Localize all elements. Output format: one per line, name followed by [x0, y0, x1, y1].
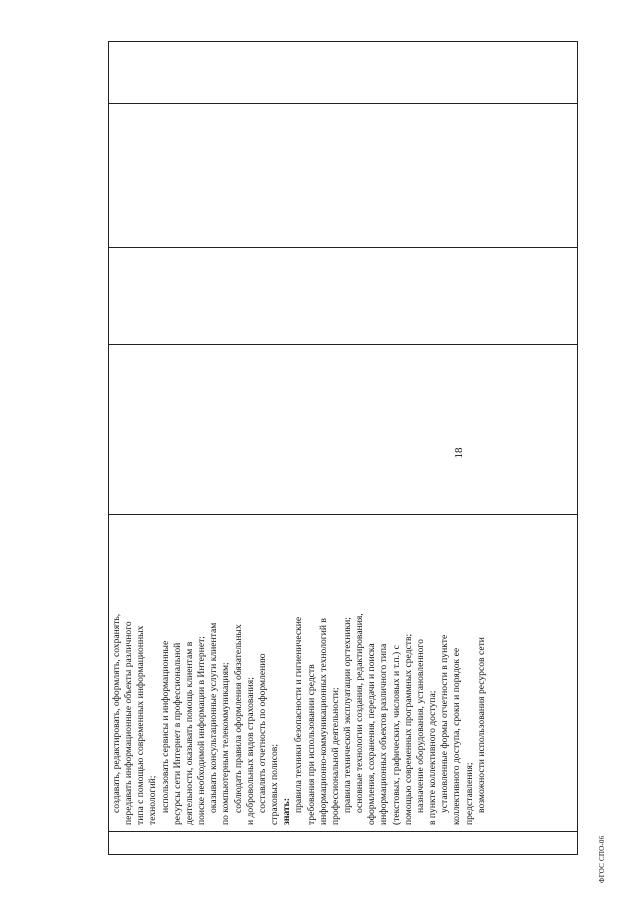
content-line: соблюдать правила оформления обязательных	[232, 624, 244, 813]
code-cell	[109, 42, 578, 104]
content-line: знать:	[281, 798, 293, 825]
content-line: представления;	[463, 762, 475, 825]
content-line: помощью современных программных средств;	[402, 633, 414, 825]
content-line: ресурсы сети Интернет в профессиональной	[171, 642, 183, 825]
content-line: информационных объектов различного типа	[378, 643, 390, 825]
content-line: передавать информационные объекты различного	[123, 621, 135, 825]
content-line: типа с помощью современных информационных	[135, 625, 147, 825]
content-line: оформления, сохранения, передачи и поиска	[366, 643, 378, 825]
content-line: и добровольных видов страхования;	[244, 677, 256, 825]
content-line: использовать сервисы и информационные	[159, 640, 171, 813]
content-line: коллективного доступа, сроки и порядок ее	[451, 647, 463, 825]
content-line: назначение оборудования, установленного	[414, 639, 426, 813]
content-line: правила технической эксплуатации оргтехники;	[341, 617, 353, 813]
footer-code: ФГОС СПО-06	[598, 835, 606, 883]
standard-table	[108, 41, 578, 855]
hours-cell	[109, 248, 578, 345]
content-line: информационно-коммуникационных технологий в	[317, 618, 329, 825]
content-line: профессиональной деятельности;	[329, 687, 341, 825]
content-line: правила техники безопасности и гигиенические	[293, 616, 305, 813]
discipline-cell	[109, 345, 578, 515]
content-line: поиске необходимой информации в Интернет;	[196, 636, 208, 825]
content-line: создавать, редактировать, оформлять, сохранять,	[111, 613, 122, 813]
content-line: в пункте коллективного доступа;	[427, 690, 439, 825]
content-line: требования при использовании средств	[305, 664, 317, 825]
content-line: (текстовых, графических, числовых и т.п.) с	[390, 645, 402, 825]
content-line: составлять отчетность по оформлению	[256, 653, 268, 813]
content-line: возможности использования ресурсов сети	[475, 637, 487, 813]
content-lines	[109, 515, 488, 831]
content-cell	[109, 515, 578, 832]
content-line: деятельности, оказывать помощь клиентам в	[183, 641, 195, 825]
content-line: оказывать консультационные услуги клиентам	[208, 622, 220, 813]
content-line: страховых полисов;	[269, 744, 281, 825]
content-line: основные технологии создания, редактирования,	[354, 613, 366, 813]
page-number: 18	[453, 447, 465, 459]
content-line: технологий;	[147, 775, 159, 825]
competencies-cell	[109, 104, 578, 248]
content-line: по компьютерным телекоммуникациям;	[220, 662, 232, 825]
index-cell	[109, 832, 578, 855]
content-line: установленные формы отчетности в пункте	[439, 634, 451, 813]
